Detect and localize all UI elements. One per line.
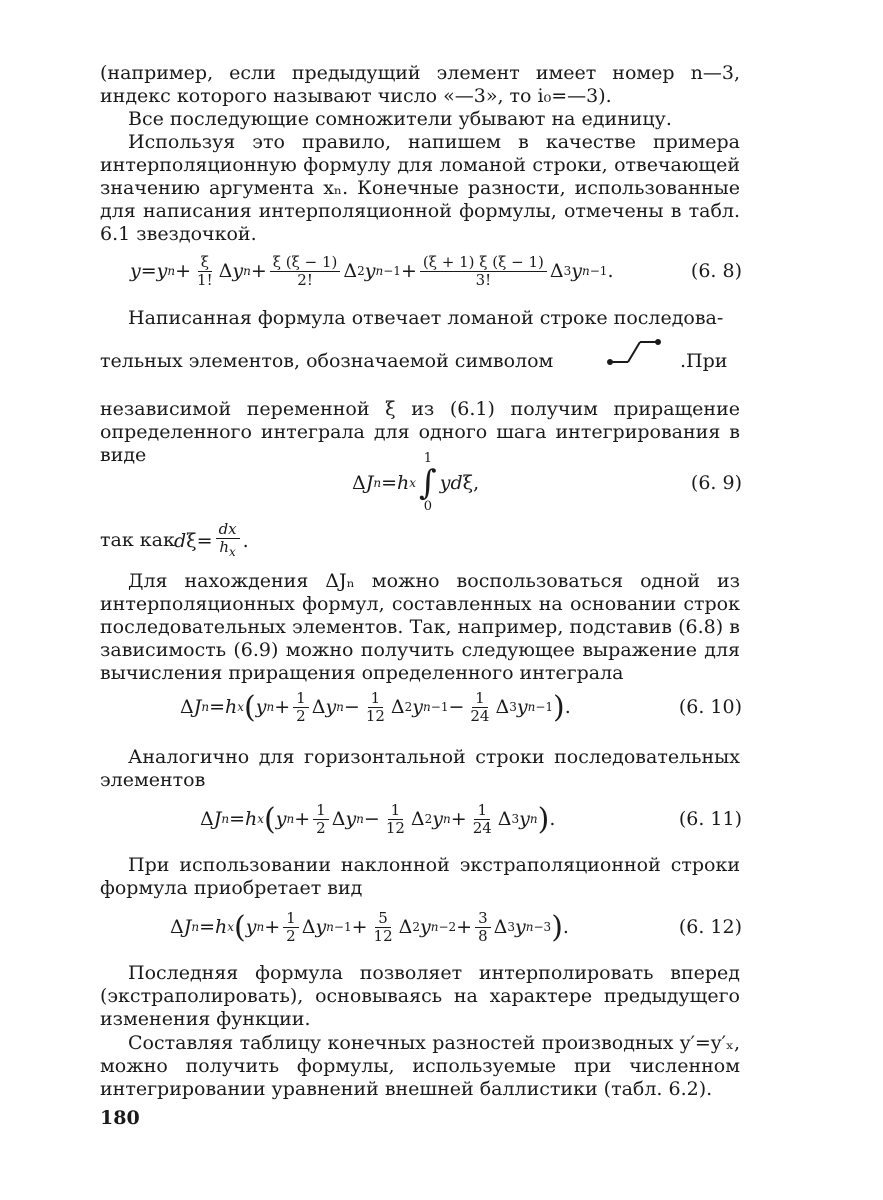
paragraph-5: независимой переменной ξ из (6.1) получим приращение определенного интеграла для одного шага интегрирования в виде <box>100 398 740 466</box>
paragraph-9: При использовании наклонной экстраполяционной строки формула приобретает вид <box>100 854 740 899</box>
equation-6-11 <box>90 796 750 842</box>
paragraph-1: (например, если предыдущий элемент имеет номер n—3, индекс которого называют число «—3», то i₀=—3). <box>100 62 740 107</box>
page-number: 180 <box>100 1107 140 1129</box>
equation-6-9 <box>90 448 750 518</box>
equation-6-12-number: (6. 12) <box>678 916 742 938</box>
paragraph-7: Для нахождения ΔJₙ можно воспользоваться одной из интерполяционных формул, составленных на основании строк последовательных элементов. Так, например, подставив (6.8) в зависимость (6.9) можно получить следующее выражение для вычисления приращения определенного интеграла <box>100 570 740 684</box>
equation-6-9-number: (6. 9) <box>690 472 742 494</box>
paragraph-4-line-2-end: .При <box>680 350 728 372</box>
broken-line-symbol-icon <box>600 334 670 374</box>
equation-6-10-number: (6. 10) <box>678 696 742 718</box>
paragraph-2: Все последующие сомножители убывают на единицу. <box>128 108 672 130</box>
equation-6-8-expression: y = y n + $\frac{\xi}{1!}$ Δ y n + $\frac{\xi (\xi - 1)}{2!}$ Δ 2 y n−1 + $\frac{(\xi + 1) \xi (\xi - 1)}{3!}$ Δ 3 y n−1 . <box>130 252 614 289</box>
equation-6-10 <box>90 684 750 730</box>
equation-6-8-number: (6. 8) <box>690 260 742 282</box>
equation-6-11-expression: Δ J n = h x ( y n + $\frac{1}{2}$ Δ y n − $\frac{1}{12}$ Δ 2 y n + $\frac{1}{24}$ Δ 3 y n ) . <box>200 800 556 837</box>
equation-6-9-expression: Δ J n = h x 1 ∫ 0 y d ξ, <box>352 451 480 514</box>
paragraph-6: так как <box>100 529 175 551</box>
equation-6-8 <box>90 248 750 294</box>
dxi-definition: d ξ= $\frac{dx}{h_x}$ . <box>174 520 249 559</box>
equation-6-12 <box>90 904 750 950</box>
equation-6-10-expression: Δ J n = h x ( y n + $\frac{1}{2}$ Δ y n − $\frac{1}{12}$ Δ 2 y n−1 − $\frac{1}{24}$ Δ 3 y n−1 ) . <box>180 688 571 725</box>
equation-6-12-expression: Δ J n = h x ( y n + $\frac{1}{2}$ Δ y n−1 + $\frac{5}{12}$ Δ 2 y n−2 + $\frac{3}{8}$ Δ 3 y n−3 ) . <box>170 908 569 945</box>
paragraph-4-line-2: тельных элементов, обозначаемой символом <box>100 350 554 372</box>
paragraph-10: Последняя формула позволяет интерполировать вперед (экстраполировать), основываясь на характере предыдущего изменения функции. <box>100 962 740 1030</box>
paragraph-4-line-1: Написанная формула отвечает ломаной строке последова- <box>128 307 724 329</box>
paragraph-8: Аналогично для горизонтальной строки последовательных элементов <box>100 746 740 791</box>
paragraph-3: Используя это правило, напишем в качестве примера интерполяционную формулу для ломаной строки, отвечающей значению аргумента xₙ. Конечные разности, использованные для написания интерполяционной формулы, отмечены в табл. 6.1 звездочкой. <box>100 131 740 245</box>
paragraph-11: Составляя таблицу конечных разностей производных y′=y′ₓ, можно получить формулы, используемые при численном интегрировании уравнений внешней баллистики (табл. 6.2). <box>100 1032 740 1100</box>
equation-6-11-number: (6. 11) <box>678 808 742 830</box>
